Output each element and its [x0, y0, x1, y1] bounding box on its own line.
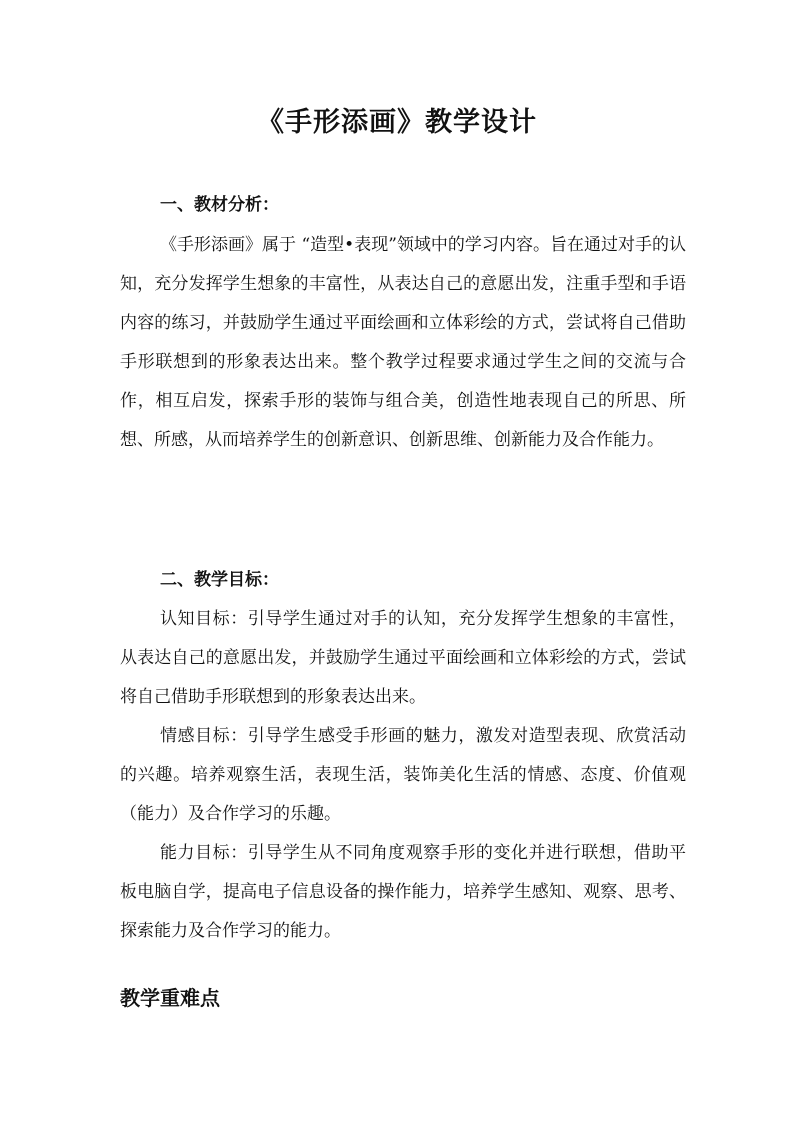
section-heading-key-difficulties: 教学重难点: [120, 986, 220, 1010]
section-heading-teaching-goals: 二、教学目标：: [160, 570, 279, 590]
cognitive-goal-paragraph: 认知目标：引导学生通过对手的认知，充分发挥学生想象的丰富性，从表达自己的意愿出发，并鼓励学生通过平面绘画和立体彩绘的方式，尝试将自己借助手形联想到的形象表达出来。: [120, 609, 686, 707]
ability-goal-paragraph: 能力目标：引导学生从不同角度观察手形的变化并进行联想，借助平板电脑自学，提高电子信息设备的操作能力，培养学生感知、观察、思考、探索能力及合作学习的能力。: [120, 843, 686, 941]
emotional-goal-paragraph: 情感目标：引导学生感受手形画的魅力，激发对造型表现、欣赏活动的兴趣。培养观察生活，表现生活，装饰美化生活的情感、态度、价值观（能力）及合作学习的乐趣。: [120, 726, 686, 824]
document-title: 《手形添画》教学设计: [257, 107, 537, 138]
section-heading-material-analysis: 一、教材分析：: [160, 195, 279, 215]
material-analysis-paragraph: 《手形添画》属于 “造型•表现”领域中的学习内容。旨在通过对手的认知，充分发挥学生想象的丰富性，从表达自己的意愿出发，注重手型和手语内容的练习，并鼓励学生通过平面绘画和立体彩绘的方式，尝试将自己借助手形联想到的形象表达出来。整个教学过程要求通过学生之间的交流与合作，相互启发，探索手形的装饰与组合美，创造性地表现自己的所思、所想、所感，从而培养学生的创新意识、创新思维、创新能力及合作能力。: [120, 235, 686, 450]
